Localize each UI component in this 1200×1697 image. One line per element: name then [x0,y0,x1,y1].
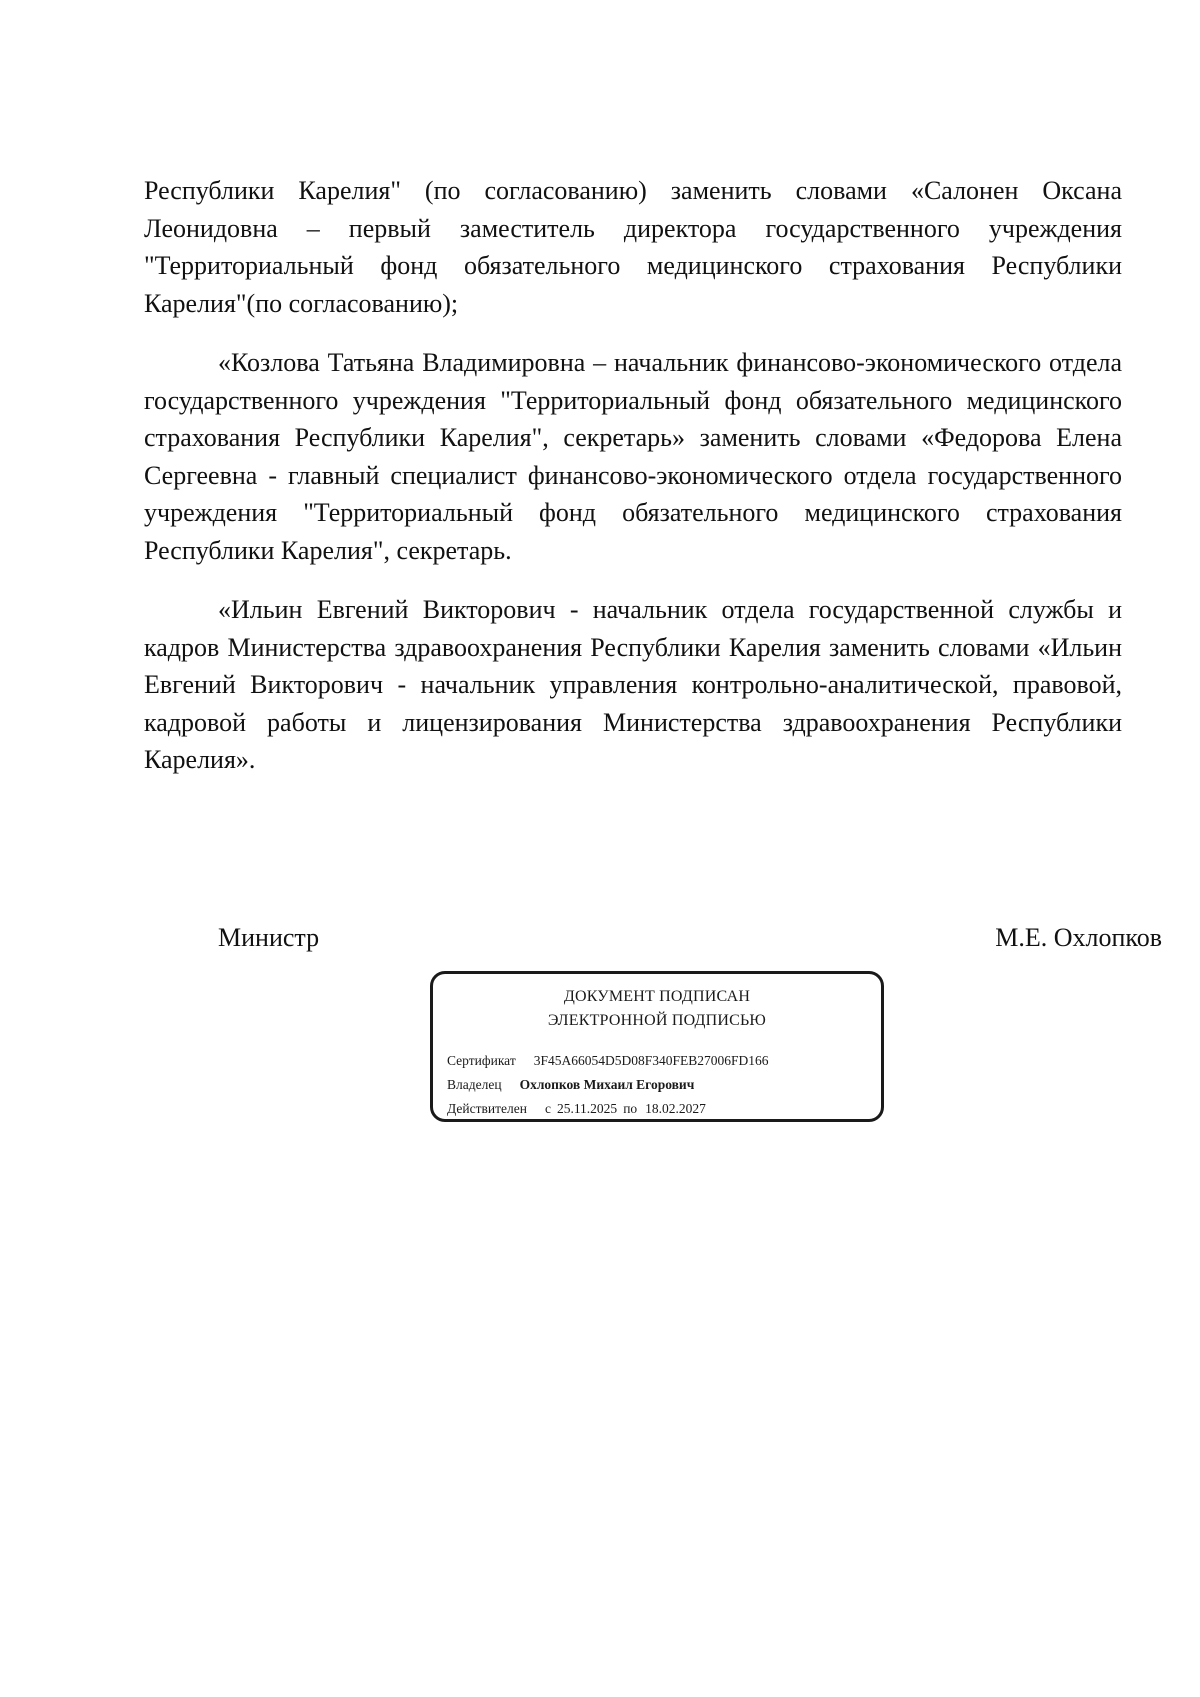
document-body [144,172,1122,779]
electronic-signature-stamp [430,971,884,1122]
valid-to-label: по [623,1101,638,1116]
paragraph-3: «Ильин Евгений Викторович - начальник отдела государственной службы и кадров Министерства здравоохранения Республики Карелия заменить словами «Ильин Евгений Викторович - начальник управления контрольно-аналитической, правовой, кадровой работы и лицензирования Министерства здравоохранения Республики Карелия». [144,595,1122,774]
certificate-value: 3F45A66054D5D08F340FEB27006FD166 [533,1053,769,1068]
stamp-validity-row [447,1100,706,1118]
signer-name: М.Е. Охлопков [995,923,1162,952]
valid-from-label: с [544,1101,551,1116]
validity-label: Действителен [447,1101,527,1116]
stamp-title-line-1: ДОКУМЕНТ ПОДПИСАН [563,988,751,1005]
valid-to-date: 18.02.2027 [645,1101,706,1116]
paragraph-2: «Козлова Татьяна Владимировна – начальник финансово-экономического отдела государственного учреждения "Территориальный фонд обязательного медицинского страхования Республики Карелия", секретарь» заменить словами «Федорова Елена Сергеевна - главный специалист финансово-экономического отдела государственного учреждения "Территориальный фонд обязательного медицинского страхования Республики Карелия", секретарь. [144,348,1122,565]
owner-value: Охлопков Михаил Егорович [519,1077,695,1092]
valid-from-date: 25.11.2025 [556,1101,618,1116]
stamp-owner-row [447,1076,694,1094]
owner-label: Владелец [447,1077,502,1092]
paragraph-1: Республики Карелия" (по согласованию) заменить словами «Салонен Оксана Леонидовна – первый заместитель директора государственного учреждения "Территориальный фонд обязательного медицинского страхования Республики Карелия"(по согласованию); [144,176,1122,318]
stamp-certificate-row [447,1052,769,1070]
stamp-title-line-2: ЭЛЕКТРОННОЙ ПОДПИСЬЮ [547,1012,767,1029]
stamp-title [433,985,881,1033]
signer-role: Министр [218,923,320,952]
certificate-label: Сертификат [447,1053,516,1068]
